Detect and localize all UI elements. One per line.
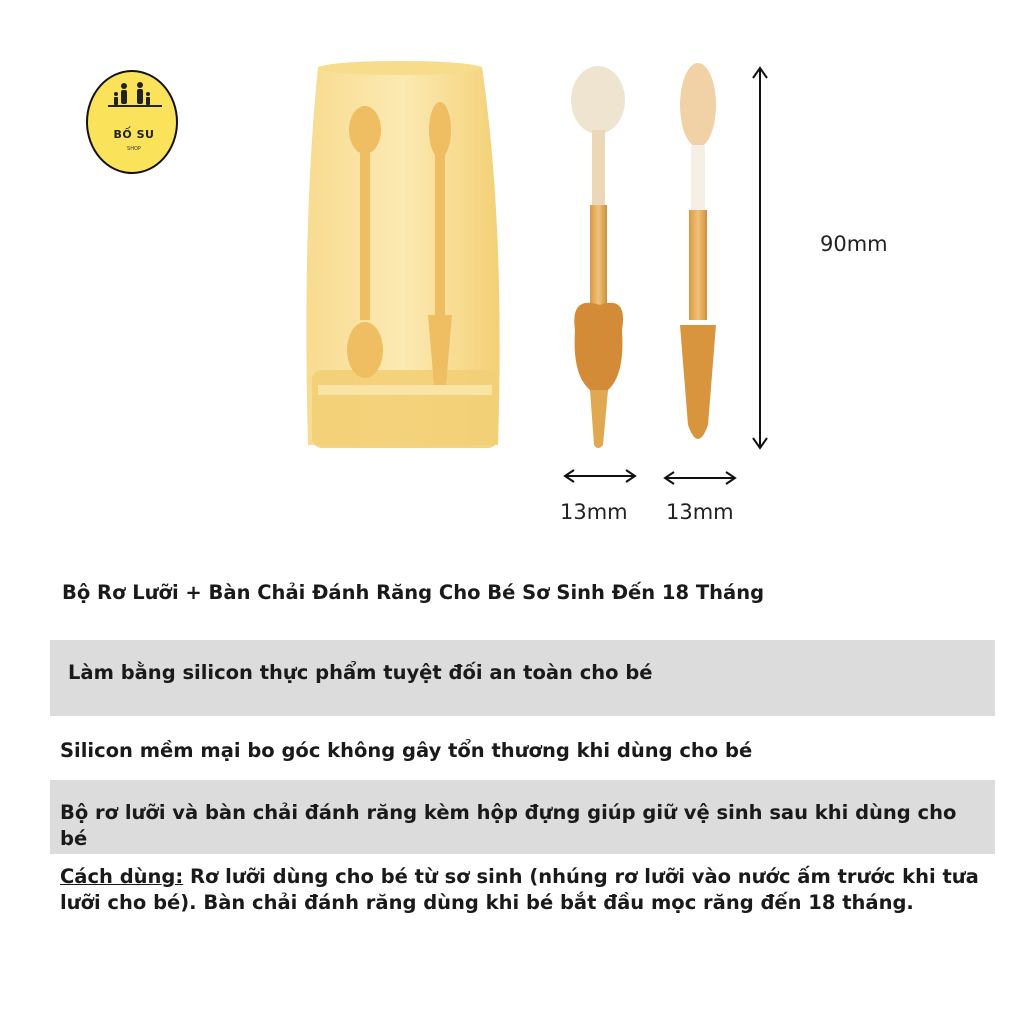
feature-row-3: Bộ rơ lưỡi và bàn chải đánh răng kèm hộp đựng giúp giữ vệ sinh sau khi dùng cho bé — [50, 780, 995, 854]
height-label: 90mm — [820, 232, 888, 256]
width-arrow-1 — [562, 464, 638, 488]
width-label-1: 13mm — [560, 500, 628, 524]
width-arrow-2 — [662, 466, 738, 490]
logo-sub: SHOP — [127, 146, 141, 152]
product-illustration — [300, 55, 780, 460]
feature-row-1: Làm bằng silicon thực phẩm tuyệt đối an toàn cho bé — [50, 640, 995, 716]
shop-logo — [86, 70, 178, 172]
logo-badge — [86, 70, 178, 174]
width-label-2: 13mm — [666, 500, 734, 524]
tongue-cleaner — [571, 66, 625, 448]
product-title: Bộ Rơ Lưỡi + Bàn Chải Đánh Răng Cho Bé Sơ Sinh Đến 18 Tháng — [62, 581, 765, 604]
usage-text: Rơ lưỡi dùng cho bé từ sơ sinh (nhúng rơ lưỡi vào nước ấm trước khi tưa lưỡi cho bé). Bàn chải đánh răng dùng khi bé bắt đầu mọc răng đến 18 tháng. — [60, 865, 979, 914]
height-arrow — [740, 62, 780, 454]
usage-instructions — [50, 862, 995, 918]
feature-row-2: Silicon mềm mại bo góc không gây tổn thương khi dùng cho bé — [60, 739, 753, 762]
storage-case — [306, 61, 499, 448]
baby-toothbrush — [680, 63, 716, 439]
family-silhouette-icon — [88, 72, 180, 132]
logo-name: BỐ SU — [113, 128, 155, 141]
usage-label: Cách dùng: — [60, 865, 184, 888]
